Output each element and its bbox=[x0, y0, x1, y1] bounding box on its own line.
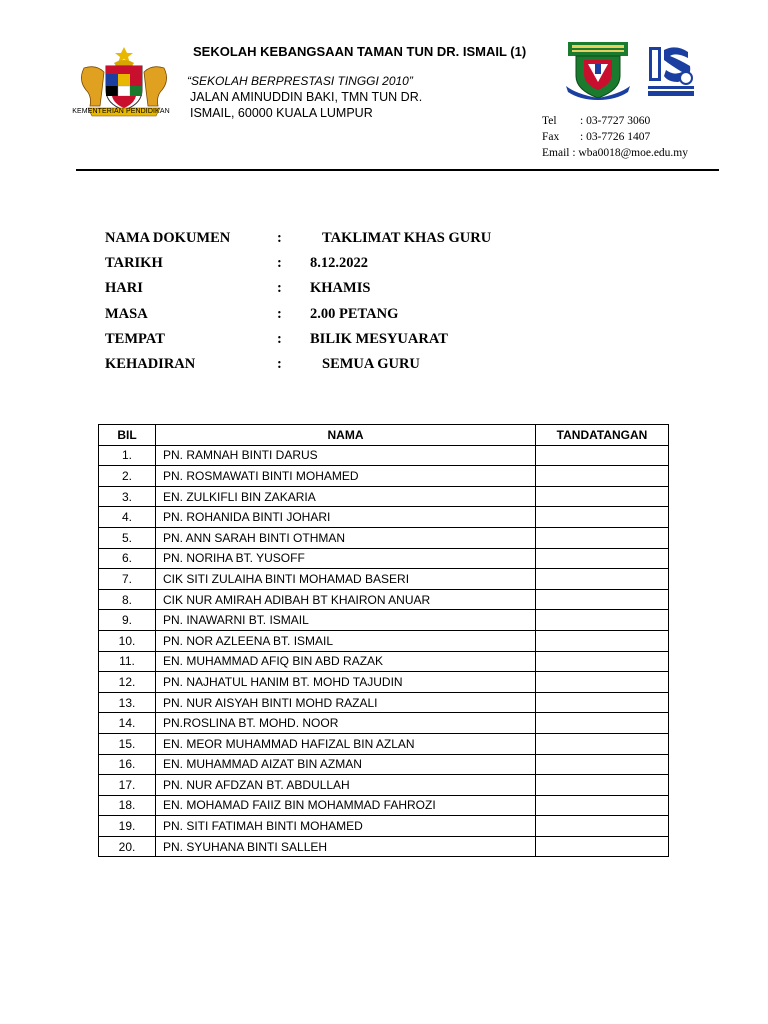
table-row bbox=[99, 713, 669, 734]
table-row bbox=[99, 527, 669, 548]
tel-line bbox=[542, 115, 650, 127]
table-row bbox=[99, 836, 669, 857]
row-number: 17. bbox=[99, 775, 156, 796]
row-number: 2. bbox=[99, 466, 156, 487]
school-name: SEKOLAH KEBANGSAAN TAMAN TUN DR. ISMAIL (1) bbox=[193, 44, 527, 59]
address-line-2: ISMAIL, 60000 KUALA LUMPUR bbox=[190, 106, 373, 120]
row-number: 14. bbox=[99, 713, 156, 734]
signature-cell[interactable] bbox=[536, 466, 669, 487]
row-name: PN. ROHANIDA BINTI JOHARI bbox=[156, 507, 536, 528]
row-number: 10. bbox=[99, 630, 156, 651]
row-name: EN. MUHAMMAD AIZAT BIN AZMAN bbox=[156, 754, 536, 775]
row-number: 11. bbox=[99, 651, 156, 672]
email-line: Email : wba0018@moe.edu.my bbox=[542, 147, 689, 159]
row-number: 13. bbox=[99, 692, 156, 713]
row-number: 15. bbox=[99, 733, 156, 754]
signature-cell[interactable] bbox=[536, 713, 669, 734]
info-colon: : bbox=[277, 330, 282, 347]
row-name: PN. SITI FATIMAH BINTI MOHAMED bbox=[156, 816, 536, 837]
address-line-1: JALAN AMINUDDIN BAKI, TMN TUN DR. bbox=[190, 90, 423, 104]
signature-cell[interactable] bbox=[536, 527, 669, 548]
table-row bbox=[99, 569, 669, 590]
iso-certification-icon bbox=[646, 44, 696, 98]
table-row bbox=[99, 630, 669, 651]
info-key: TEMPAT bbox=[105, 330, 165, 347]
attendance-table bbox=[98, 424, 669, 857]
row-name: EN. MEOR MUHAMMAD HAFIZAL BIN AZLAN bbox=[156, 733, 536, 754]
row-number: 7. bbox=[99, 569, 156, 590]
signature-cell[interactable] bbox=[536, 836, 669, 857]
header-bil: BIL bbox=[99, 425, 156, 446]
table-row bbox=[99, 795, 669, 816]
info-colon: : bbox=[277, 305, 282, 322]
info-key: KEHADIRAN bbox=[105, 355, 196, 372]
signature-cell[interactable] bbox=[536, 733, 669, 754]
info-key: MASA bbox=[105, 305, 148, 322]
info-colon: : bbox=[277, 280, 282, 297]
signature-cell[interactable] bbox=[536, 754, 669, 775]
signature-cell[interactable] bbox=[536, 589, 669, 610]
signature-cell[interactable] bbox=[536, 672, 669, 693]
table-row bbox=[99, 507, 669, 528]
info-colon: : bbox=[277, 255, 282, 272]
table-row bbox=[99, 486, 669, 507]
table-row bbox=[99, 589, 669, 610]
fax-label: Fax bbox=[542, 131, 560, 143]
info-value: TAKLIMAT KHAS GURU bbox=[322, 230, 492, 246]
signature-cell[interactable] bbox=[536, 775, 669, 796]
row-number: 1. bbox=[99, 445, 156, 466]
info-colon: : bbox=[277, 355, 282, 372]
row-name: PN. NAJHATUL HANIM BT. MOHD TAJUDIN bbox=[156, 672, 536, 693]
row-name: PN. RAMNAH BINTI DARUS bbox=[156, 445, 536, 466]
fax-line bbox=[542, 131, 650, 143]
info-value: BILIK MESYUARAT bbox=[310, 330, 448, 347]
signature-cell[interactable] bbox=[536, 651, 669, 672]
header-tandatangan: TANDATANGAN bbox=[536, 425, 669, 446]
row-name: PN. ANN SARAH BINTI OTHMAN bbox=[156, 527, 536, 548]
table-row bbox=[99, 733, 669, 754]
row-number: 6. bbox=[99, 548, 156, 569]
info-value: 8.12.2022 bbox=[310, 255, 368, 272]
signature-cell[interactable] bbox=[536, 816, 669, 837]
row-name: PN. NUR AFDZAN BT. ABDULLAH bbox=[156, 775, 536, 796]
fax-value: : 03-7726 1407 bbox=[580, 131, 651, 143]
row-name: EN. MUHAMMAD AFIQ BIN ABD RAZAK bbox=[156, 651, 536, 672]
signature-cell[interactable] bbox=[536, 445, 669, 466]
signature-cell[interactable] bbox=[536, 486, 669, 507]
table-row bbox=[99, 610, 669, 631]
row-name: CIK NUR AMIRAH ADIBAH BT KHAIRON ANUAR bbox=[156, 589, 536, 610]
row-number: 4. bbox=[99, 507, 156, 528]
table-row bbox=[99, 754, 669, 775]
info-value: KHAMIS bbox=[310, 280, 371, 297]
table-row bbox=[99, 466, 669, 487]
row-name: PN. NOR AZLEENA BT. ISMAIL bbox=[156, 630, 536, 651]
row-name: PN. NORIHA BT. YUSOFF bbox=[156, 548, 536, 569]
table-row bbox=[99, 651, 669, 672]
signature-cell[interactable] bbox=[536, 795, 669, 816]
table-row bbox=[99, 548, 669, 569]
row-name: PN. NUR AISYAH BINTI MOHD RAZALI bbox=[156, 692, 536, 713]
tel-value: : 03-7727 3060 bbox=[580, 115, 651, 127]
info-value: 2.00 PETANG bbox=[310, 305, 399, 322]
row-number: 18. bbox=[99, 795, 156, 816]
school-crest-icon bbox=[566, 42, 630, 100]
row-number: 20. bbox=[99, 836, 156, 857]
row-name: EN. MOHAMAD FAIIZ BIN MOHAMMAD FAHROZI bbox=[156, 795, 536, 816]
info-colon: : bbox=[277, 230, 282, 246]
table-row bbox=[99, 692, 669, 713]
table-row bbox=[99, 816, 669, 837]
row-name: EN. ZULKIFLI BIN ZAKARIA bbox=[156, 486, 536, 507]
info-key: TARIKH bbox=[105, 255, 163, 272]
header-nama: NAMA bbox=[156, 425, 536, 446]
table-row bbox=[99, 775, 669, 796]
ministry-label: KEMENTERIAN PENDIDIKAN bbox=[72, 108, 170, 115]
row-number: 9. bbox=[99, 610, 156, 631]
row-number: 3. bbox=[99, 486, 156, 507]
row-name: PN. SYUHANA BINTI SALLEH bbox=[156, 836, 536, 857]
row-number: 16. bbox=[99, 754, 156, 775]
row-number: 19. bbox=[99, 816, 156, 837]
table-row bbox=[99, 445, 669, 466]
row-name: PN.ROSLINA BT. MOHD. NOOR bbox=[156, 713, 536, 734]
table-row bbox=[99, 672, 669, 693]
signature-cell[interactable] bbox=[536, 610, 669, 631]
row-name: CIK SITI ZULAIHA BINTI MOHAMAD BASERI bbox=[156, 569, 536, 590]
info-value: SEMUA GURU bbox=[322, 355, 420, 372]
info-key: HARI bbox=[105, 280, 143, 297]
signature-cell[interactable] bbox=[536, 569, 669, 590]
row-name: PN. ROSMAWATI BINTI MOHAMED bbox=[156, 466, 536, 487]
row-number: 12. bbox=[99, 672, 156, 693]
school-motto: “SEKOLAH BERPRESTASI TINGGI 2010” bbox=[187, 74, 413, 88]
row-name: PN. INAWARNI BT. ISMAIL bbox=[156, 610, 536, 631]
table-header-row bbox=[99, 425, 669, 446]
row-number: 5. bbox=[99, 527, 156, 548]
signature-cell[interactable] bbox=[536, 692, 669, 713]
row-number: 8. bbox=[99, 589, 156, 610]
signature-cell[interactable] bbox=[536, 507, 669, 528]
header-divider bbox=[76, 169, 719, 171]
signature-cell[interactable] bbox=[536, 630, 669, 651]
info-key: NAMA DOKUMEN bbox=[105, 230, 231, 246]
tel-label: Tel bbox=[542, 115, 557, 127]
signature-cell[interactable] bbox=[536, 548, 669, 569]
